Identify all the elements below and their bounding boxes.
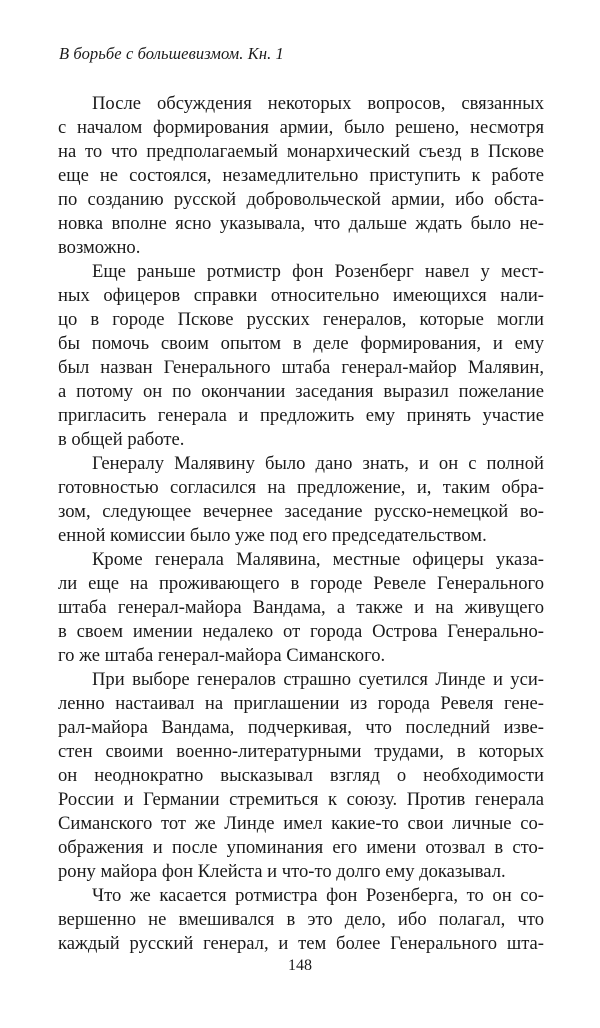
text-line: ображения и после упоминания его имени отозвал в сто- <box>58 837 544 858</box>
text-line: на то что предполагаемый монархический съезд в Пскове <box>58 141 544 162</box>
text-line: России и Германии стремиться к союзу. Против генерала <box>58 789 544 810</box>
text-line: стен своими военно-литературными трудами, в которых <box>58 741 544 762</box>
text-line: с началом формирования армии, было решено, несмотря <box>58 117 544 138</box>
text-line: цо в городе Пскове русских генералов, которые могли <box>58 309 544 330</box>
text-line: а потому он по окончании заседания выразил пожелание <box>58 381 544 402</box>
text-line: бы помочь своим опытом в деле формирования, и ему <box>58 333 544 354</box>
paragraph <box>58 452 544 548</box>
text-line: еще не состоялся, незамедлительно приступить к работе <box>58 165 544 186</box>
text-line: возможно. <box>58 237 141 258</box>
text-line: вершенно не вмешивался в это дело, ибо полагал, что <box>58 909 544 930</box>
text-line: зом, следующее вечернее заседание русско-немецкой во- <box>58 501 544 522</box>
body-text <box>58 92 544 956</box>
running-head: В борьбе с большевизмом. Кн. 1 <box>59 44 284 63</box>
text-line: ли еще на проживающего в городе Ревеле Генерального <box>58 573 544 594</box>
text-line: енной комиссии было уже под его председательством. <box>58 525 487 546</box>
text-line: При выборе генералов страшно суетился Линде и уси- <box>92 669 544 690</box>
text-line: по созданию русской добровольческой армии, ибо обста- <box>58 189 544 210</box>
text-line: Еще раньше ротмистр фон Розенберг навел у мест- <box>92 261 544 282</box>
text-line: рону майора фон Клейста и что-то долго ему доказывал. <box>58 861 506 882</box>
text-line: го же штаба генерал-майора Симанского. <box>58 645 386 666</box>
text-line: в общей работе. <box>58 429 185 450</box>
paragraph <box>58 92 544 260</box>
text-line: ных офицеров справки относительно имеющихся нали- <box>58 285 544 306</box>
text-line: Генералу Малявину было дано знать, и он с полной <box>92 453 544 474</box>
text-line: был назван Генерального штаба генерал-майор Малявин, <box>58 357 544 378</box>
text-line: ленно настаивал на приглашении из города Ревеля гене- <box>58 693 544 714</box>
text-line: он неоднократно высказывал взгляд о необходимости <box>58 765 544 786</box>
text-line: каждый русский генерал, и тем более Генерального шта- <box>58 933 544 954</box>
text-line: новка вполне ясно указывала, что дальше ждать было не- <box>58 213 544 234</box>
text-line: готовностью согласился на предложение, и, таким обра- <box>58 477 544 498</box>
paragraph <box>58 884 544 956</box>
paragraph <box>58 260 544 452</box>
text-line: в своем имении недалеко от города Острова Генерально- <box>58 621 544 642</box>
text-line: Кроме генерала Малявина, местные офицеры указа- <box>92 549 544 570</box>
page-number: 148 <box>288 957 312 974</box>
text-line: Симанского тот же Линде имел какие-то свои личные со- <box>58 813 544 834</box>
paragraph <box>58 548 544 668</box>
text-line: После обсуждения некоторых вопросов, связанных <box>92 93 544 114</box>
text-line: рал-майора Вандама, подчеркивая, что последний изве- <box>58 717 544 738</box>
paragraph <box>58 668 544 884</box>
text-line: штаба генерал-майора Вандама, а также и на живущего <box>58 597 544 618</box>
text-line: пригласить генерала и предложить ему принять участие <box>58 405 544 426</box>
text-line: Что же касается ротмистра фон Розенберга, то он со- <box>92 885 544 906</box>
